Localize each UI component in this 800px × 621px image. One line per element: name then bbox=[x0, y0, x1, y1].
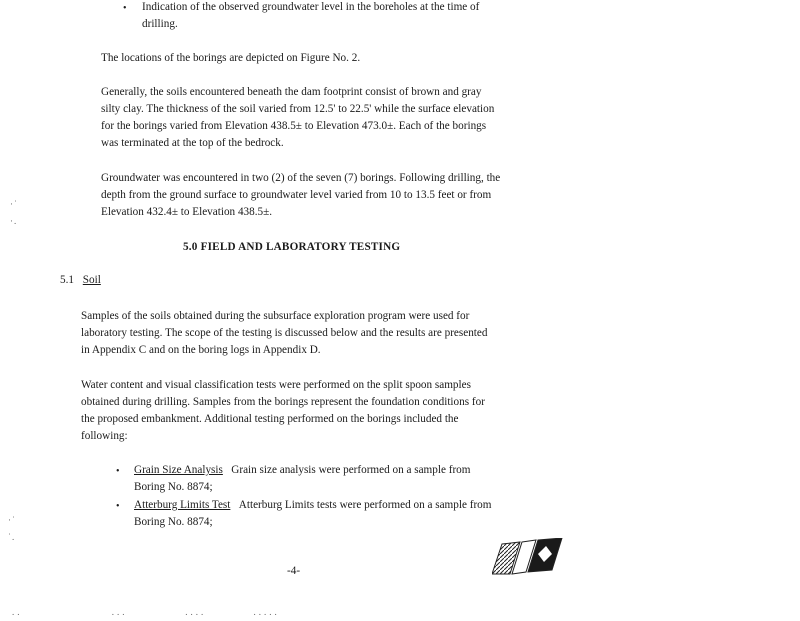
company-logo bbox=[492, 538, 564, 576]
text-line: was terminated at the top of the bedrock. bbox=[101, 137, 284, 149]
text-line: Boring No. 8874; bbox=[134, 481, 213, 493]
text-line: the proposed embankment. Additional testing performed on the borings included the bbox=[81, 413, 459, 425]
page-number bbox=[287, 563, 300, 580]
text-line: Elevation 432.4± to Elevation 438.5±. bbox=[101, 206, 273, 218]
text-line: Generally, the soils encountered beneath the dam footprint consist of brown and gray bbox=[101, 86, 482, 98]
subsection-number: 5.1 bbox=[60, 274, 74, 286]
text-line: obtained during drilling. Samples from the borings represent the foundation conditions for bbox=[81, 396, 485, 408]
text-line: following: bbox=[81, 430, 128, 442]
bullet-atterburg-limits bbox=[134, 497, 491, 531]
text-line: Groundwater was encountered in two (2) of the seven (7) borings. Following drilling, the bbox=[101, 172, 501, 184]
text-line: depth from the ground surface to groundwater level varied from 10 to 13.5 feet or from bbox=[101, 189, 492, 201]
scan-speck-left-lower: ·˙ ˙. bbox=[8, 515, 16, 542]
text-line: Water content and visual classification tests were performed on the split spoon samples bbox=[81, 379, 471, 391]
scan-speck-bottom: .. ... .... ..... bbox=[12, 607, 280, 617]
bullet-title: Atterburg Limits Test bbox=[134, 499, 231, 511]
section-heading bbox=[183, 239, 400, 256]
paragraph-water-content bbox=[81, 377, 485, 445]
text-line: in Appendix C and on the boring logs in Appendix D. bbox=[81, 344, 321, 356]
text-line: Indication of the observed groundwater level in the boreholes at the time of bbox=[142, 1, 480, 13]
page-number-text: -4- bbox=[287, 565, 301, 577]
bullet-grain-size bbox=[134, 462, 470, 496]
text-line: Boring No. 8874; bbox=[134, 516, 213, 528]
text-line: The locations of the borings are depicted on Figure No. 2. bbox=[101, 52, 361, 64]
text-line: drilling. bbox=[142, 18, 178, 30]
subsection-title: Soil bbox=[82, 274, 101, 286]
section-heading-text: 5.0 FIELD AND LABORATORY TESTING bbox=[183, 241, 401, 253]
text-line bbox=[134, 462, 470, 479]
bullet-description: Atterburg Limits tests were performed on a sample from bbox=[238, 499, 492, 511]
text-line: silty clay. The thickness of the soil varied from 12.5' to 22.5' while the surface elevation bbox=[101, 103, 495, 115]
paragraph-groundwater bbox=[101, 170, 500, 221]
bullet-title: Grain Size Analysis bbox=[134, 464, 223, 476]
bullet-description: Grain size analysis were performed on a sample from bbox=[231, 464, 471, 476]
paragraph-samples bbox=[81, 308, 487, 359]
bullet-marker: • bbox=[116, 466, 120, 477]
text-line: laboratory testing. The scope of the testing is discussed below and the results are presented bbox=[81, 327, 488, 339]
scan-speck-left-upper: ·˙ ·. bbox=[10, 199, 18, 226]
bullet-marker: • bbox=[116, 501, 120, 512]
subsection-heading bbox=[60, 272, 101, 289]
top-bullet-text bbox=[142, 0, 479, 33]
paragraph-locations bbox=[101, 50, 360, 67]
text-line: Samples of the soils obtained during the subsurface exploration program were used for bbox=[81, 310, 470, 322]
bullet-marker: • bbox=[123, 3, 127, 14]
text-line: for the borings varied from Elevation 438.5± to Elevation 473.0±. Each of the borings bbox=[101, 120, 487, 132]
paragraph-soils bbox=[101, 84, 494, 152]
text-line bbox=[134, 497, 491, 514]
